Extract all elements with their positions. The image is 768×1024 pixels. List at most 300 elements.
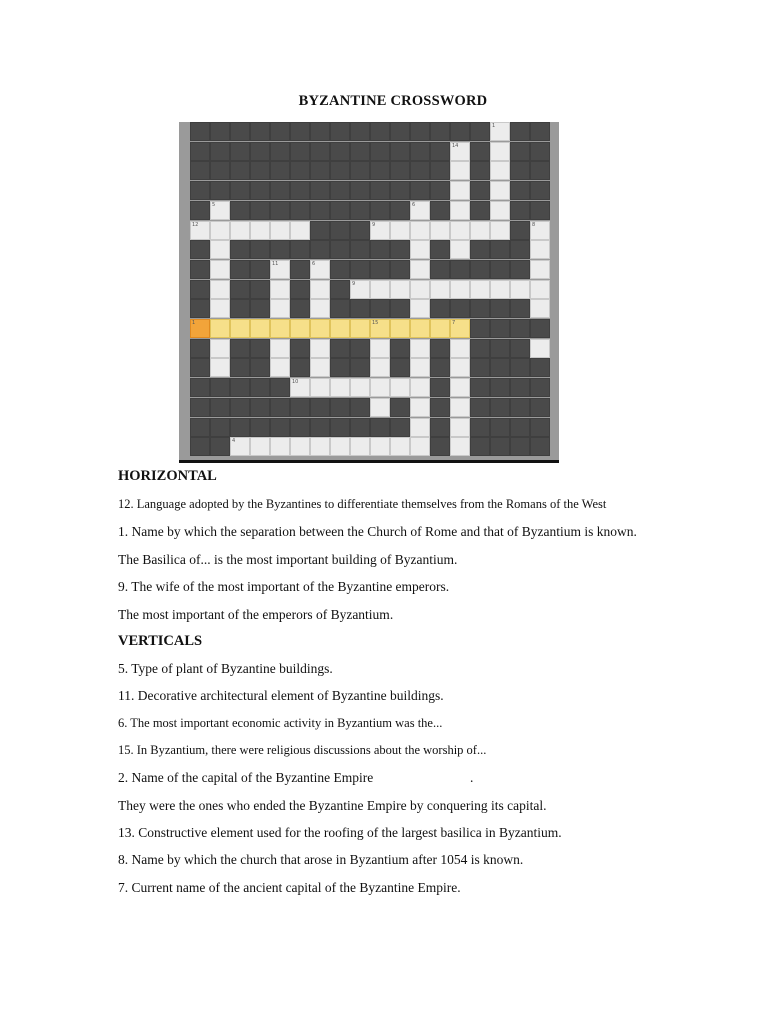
horizontal-clue: 1. Name by which the separation between the Church of Rome and that of Byzantium is known. [118,524,637,539]
grid-block-cell [510,181,530,200]
grid-block-cell [430,201,450,220]
grid-block-cell [250,142,270,161]
answer-cell[interactable] [330,437,350,456]
answer-cell[interactable] [430,280,450,299]
clue-number: 12 [192,221,199,228]
grid-block-cell [210,161,230,180]
vertical-clue-trailing-period: . [470,770,474,785]
highlighted-cell[interactable] [290,319,310,338]
grid-block-cell [330,418,350,437]
grid-block-cell [490,319,510,338]
grid-block-cell [190,240,210,259]
grid-block-cell [230,181,250,200]
grid-block-cell [350,181,370,200]
grid-block-cell [490,240,510,259]
grid-block-cell [530,161,550,180]
grid-block-cell [350,240,370,259]
grid-block-cell [370,181,390,200]
grid-block-cell [330,299,350,318]
grid-block-cell [370,201,390,220]
answer-cell[interactable] [410,240,430,259]
clue-number: 9 [372,221,376,228]
answer-cell[interactable] [350,437,370,456]
grid-block-cell [250,240,270,259]
crossword-board [179,122,559,464]
grid-block-cell [390,398,410,417]
answer-cell[interactable] [350,378,370,397]
grid-block-cell [190,339,210,358]
answer-cell[interactable] [490,221,510,240]
answer-cell[interactable] [470,221,490,240]
grid-block-cell [250,260,270,279]
grid-block-cell [270,378,290,397]
grid-block-cell [310,398,330,417]
grid-block-cell [230,398,250,417]
answer-cell[interactable] [450,280,470,299]
vertical-clue: 13. Constructive element used for the roofing of the largest basilica in Byzantium. [118,825,562,840]
grid-block-cell [430,437,450,456]
answer-cell[interactable] [410,221,430,240]
answer-cell[interactable] [370,339,390,358]
answer-cell[interactable] [390,221,410,240]
grid-block-cell [530,201,550,220]
grid-block-cell [330,280,350,299]
grid-block-cell [270,161,290,180]
grid-block-cell [210,122,230,141]
answer-cell[interactable] [450,161,470,180]
grid-block-cell [230,142,250,161]
grid-block-cell [390,299,410,318]
grid-block-cell [410,142,430,161]
answer-cell[interactable] [210,240,230,259]
grid-block-cell [250,161,270,180]
grid-block-cell [390,161,410,180]
grid-block-cell [430,299,450,318]
grid-block-cell [470,319,490,338]
grid-block-cell [430,398,450,417]
grid-block-cell [230,280,250,299]
answer-cell[interactable] [270,221,290,240]
grid-block-cell [470,437,490,456]
clue-number: 6 [312,260,316,267]
highlighted-cell[interactable] [410,319,430,338]
grid-block-cell [530,319,550,338]
highlighted-cell[interactable] [430,319,450,338]
grid-block-cell [450,260,470,279]
grid-block-cell [250,122,270,141]
grid-block-cell [410,161,430,180]
grid-block-cell [210,378,230,397]
answer-cell[interactable] [490,161,510,180]
grid-block-cell [470,299,490,318]
grid-block-cell [510,122,530,141]
grid-block-cell [190,299,210,318]
grid-block-cell [330,201,350,220]
crossword-grid[interactable] [190,122,550,458]
grid-block-cell [490,398,510,417]
answer-cell[interactable] [410,378,430,397]
clue-number: 1 [492,123,496,129]
answer-cell[interactable] [450,221,470,240]
grid-block-cell [190,398,210,417]
answer-cell[interactable] [290,221,310,240]
grid-block-cell [350,142,370,161]
answer-cell[interactable] [410,437,430,456]
grid-block-cell [330,260,350,279]
grid-block-cell [390,122,410,141]
grid-block-cell [430,260,450,279]
grid-block-cell [350,260,370,279]
grid-block-cell [270,181,290,200]
answer-cell[interactable] [450,181,470,200]
grid-block-cell [530,418,550,437]
grid-block-cell [290,181,310,200]
grid-block-cell [290,260,310,279]
answer-cell[interactable] [370,378,390,397]
answer-cell[interactable] [490,142,510,161]
verticals-heading: VERTICALS [118,633,203,649]
grid-block-cell [510,437,530,456]
grid-block-cell [350,221,370,240]
grid-block-cell [350,161,370,180]
highlighted-cell[interactable] [270,319,290,338]
horizontal-clue: The Basilica of... is the most important building of Byzantium. [118,552,458,567]
answer-cell[interactable] [410,358,430,377]
grid-block-cell [210,398,230,417]
grid-block-cell [510,240,530,259]
answer-cell[interactable] [210,280,230,299]
answer-cell[interactable] [530,260,550,279]
grid-block-cell [290,240,310,259]
answer-cell[interactable] [470,280,490,299]
answer-cell[interactable] [410,260,430,279]
answer-cell[interactable] [270,299,290,318]
answer-cell[interactable] [250,437,270,456]
grid-block-cell [190,142,210,161]
grid-block-cell [530,398,550,417]
grid-block-cell [250,201,270,220]
highlighted-cell[interactable] [390,319,410,338]
clue-number: 14 [452,142,459,149]
grid-block-cell [530,378,550,397]
answer-cell[interactable] [390,437,410,456]
grid-block-cell [510,418,530,437]
grid-block-cell [370,122,390,141]
answer-cell[interactable] [310,339,330,358]
grid-block-cell [390,201,410,220]
grid-block-cell [190,181,210,200]
answer-cell[interactable] [210,221,230,240]
clue-number: 7 [452,320,456,326]
vertical-clue: 6. The most important economic activity in Byzantium was the... [118,716,443,730]
grid-block-cell [370,260,390,279]
answer-cell[interactable] [270,339,290,358]
vertical-clue: 5. Type of plant of Byzantine buildings. [118,661,333,676]
answer-cell[interactable] [370,398,390,417]
horizontal-heading: HORIZONTAL [118,468,217,484]
grid-block-cell [530,122,550,141]
grid-block-cell [190,378,210,397]
grid-block-cell [530,437,550,456]
answer-cell[interactable] [290,437,310,456]
answer-cell[interactable] [330,378,350,397]
board-bottom-rule [179,460,559,463]
grid-block-cell [370,418,390,437]
grid-block-cell [370,161,390,180]
answer-cell[interactable] [250,221,270,240]
grid-block-cell [190,358,210,377]
answer-cell[interactable] [210,260,230,279]
grid-block-cell [330,358,350,377]
grid-block-cell [190,260,210,279]
grid-block-cell [430,142,450,161]
grid-block-cell [290,201,310,220]
grid-block-cell [350,339,370,358]
answer-cell[interactable] [530,280,550,299]
grid-block-cell [390,142,410,161]
answer-cell[interactable] [490,280,510,299]
grid-block-cell [470,142,490,161]
clue-number: 8 [532,221,536,228]
answer-cell[interactable] [370,437,390,456]
grid-block-cell [450,299,470,318]
clue-number: 4 [232,438,236,445]
horizontal-clue: The most important of the emperors of Byzantium. [118,607,394,622]
grid-block-cell [330,181,350,200]
grid-block-cell [290,398,310,417]
grid-block-cell [390,260,410,279]
horizontal-clue: 9. The wife of the most important of the Byzantine emperors. [118,579,450,594]
grid-block-cell [510,299,530,318]
grid-block-cell [270,201,290,220]
vertical-clue: 11. Decorative architectural element of Byzantine buildings. [118,688,444,703]
grid-block-cell [210,181,230,200]
grid-block-cell [470,181,490,200]
answer-cell[interactable] [390,280,410,299]
grid-block-cell [530,181,550,200]
grid-block-cell [230,339,250,358]
answer-cell[interactable] [410,418,430,437]
answer-cell[interactable] [450,201,470,220]
grid-block-cell [510,260,530,279]
grid-block-cell [290,418,310,437]
answer-cell[interactable] [450,339,470,358]
grid-block-cell [350,418,370,437]
grid-block-cell [250,378,270,397]
grid-block-cell [190,437,210,456]
highlighted-cell[interactable] [350,319,370,338]
grid-block-cell [250,339,270,358]
answer-cell[interactable] [370,358,390,377]
grid-block-cell [250,418,270,437]
grid-block-cell [470,161,490,180]
grid-block-cell [510,398,530,417]
grid-block-cell [470,339,490,358]
answer-cell[interactable] [490,201,510,220]
grid-block-cell [510,161,530,180]
grid-block-cell [510,201,530,220]
highlighted-cell[interactable] [310,319,330,338]
highlighted-cell[interactable] [210,319,230,338]
clue-number: 6 [412,201,416,208]
grid-block-cell [270,142,290,161]
answer-cell[interactable] [430,221,450,240]
grid-block-cell [330,398,350,417]
grid-block-cell [270,418,290,437]
grid-block-cell [390,339,410,358]
grid-block-cell [390,418,410,437]
grid-block-cell [330,240,350,259]
clue-number: 5 [212,201,216,208]
grid-block-cell [250,280,270,299]
grid-block-cell [490,358,510,377]
grid-block-cell [510,378,530,397]
grid-block-cell [330,339,350,358]
grid-block-cell [230,240,250,259]
grid-block-cell [190,201,210,220]
grid-block-cell [230,201,250,220]
clue-number: 11 [272,260,279,267]
grid-block-cell [290,339,310,358]
grid-block-cell [470,240,490,259]
answer-cell[interactable] [270,437,290,456]
grid-block-cell [430,358,450,377]
grid-block-cell [490,260,510,279]
grid-block-cell [430,378,450,397]
answer-cell[interactable] [450,378,470,397]
grid-block-cell [230,299,250,318]
grid-block-cell [310,161,330,180]
grid-block-cell [350,201,370,220]
grid-block-cell [470,418,490,437]
grid-block-cell [270,240,290,259]
clue-number: 15 [372,320,379,326]
grid-block-cell [230,122,250,141]
answer-cell[interactable] [230,221,250,240]
grid-block-cell [430,240,450,259]
grid-block-cell [350,358,370,377]
answer-cell[interactable] [310,437,330,456]
answer-cell[interactable] [410,280,430,299]
grid-block-cell [290,142,310,161]
answer-cell[interactable] [450,437,470,456]
grid-block-cell [350,398,370,417]
grid-block-cell [430,122,450,141]
vertical-clue: 8. Name by which the church that arose in Byzantium after 1054 is known. [118,852,524,867]
highlighted-cell[interactable] [250,319,270,338]
answer-cell[interactable] [270,358,290,377]
answer-cell[interactable] [310,358,330,377]
grid-block-cell [350,299,370,318]
grid-block-cell [310,142,330,161]
answer-cell[interactable] [270,280,290,299]
clue-number: 9 [352,280,356,287]
answer-cell[interactable] [530,299,550,318]
grid-block-cell [490,339,510,358]
grid-block-cell [230,161,250,180]
grid-block-cell [450,122,470,141]
grid-block-cell [530,142,550,161]
grid-block-cell [290,299,310,318]
answer-cell[interactable] [450,240,470,259]
answer-cell[interactable] [450,358,470,377]
vertical-clue: 2. Name of the capital of the Byzantine Empire [118,770,374,785]
grid-block-cell [190,418,210,437]
page-title: BYZANTINE CROSSWORD [298,93,488,109]
answer-cell[interactable] [310,280,330,299]
grid-block-cell [470,260,490,279]
grid-block-cell [290,280,310,299]
grid-block-cell [510,221,530,240]
grid-block-cell [390,240,410,259]
answer-cell[interactable] [370,280,390,299]
answer-cell[interactable] [490,181,510,200]
grid-block-cell [310,240,330,259]
highlighted-cell[interactable] [230,319,250,338]
clue-number: 10 [292,379,299,386]
grid-block-cell [470,358,490,377]
answer-cell[interactable] [310,299,330,318]
grid-block-cell [430,418,450,437]
grid-block-cell [290,122,310,141]
grid-block-cell [430,181,450,200]
grid-block-cell [470,122,490,141]
vertical-clue: They were the ones who ended the Byzantine Empire by conquering its capital. [118,798,547,813]
grid-block-cell [330,221,350,240]
grid-block-cell [250,299,270,318]
grid-block-cell [250,398,270,417]
grid-block-cell [490,418,510,437]
grid-block-cell [250,358,270,377]
grid-block-cell [330,161,350,180]
answer-cell[interactable] [410,339,430,358]
answer-cell[interactable] [510,280,530,299]
grid-block-cell [430,339,450,358]
grid-block-cell [230,358,250,377]
answer-cell[interactable] [450,398,470,417]
grid-block-cell [230,260,250,279]
answer-cell[interactable] [410,398,430,417]
grid-block-cell [250,181,270,200]
grid-block-cell [310,418,330,437]
grid-block-cell [370,142,390,161]
grid-block-cell [510,142,530,161]
grid-block-cell [310,201,330,220]
grid-block-cell [230,378,250,397]
grid-block-cell [190,122,210,141]
answer-cell[interactable] [210,299,230,318]
grid-block-cell [410,122,430,141]
answer-cell[interactable] [530,339,550,358]
answer-cell[interactable] [450,418,470,437]
answer-cell[interactable] [210,339,230,358]
grid-block-cell [270,398,290,417]
grid-block-cell [430,161,450,180]
grid-block-cell [410,181,430,200]
answer-cell[interactable] [390,378,410,397]
answer-cell[interactable] [210,358,230,377]
grid-block-cell [470,201,490,220]
grid-block-cell [490,299,510,318]
grid-block-cell [390,181,410,200]
highlighted-cell[interactable] [330,319,350,338]
grid-block-cell [510,319,530,338]
grid-block-cell [270,122,290,141]
answer-cell[interactable] [310,378,330,397]
answer-cell[interactable] [410,299,430,318]
grid-block-cell [310,221,330,240]
answer-cell[interactable] [530,240,550,259]
